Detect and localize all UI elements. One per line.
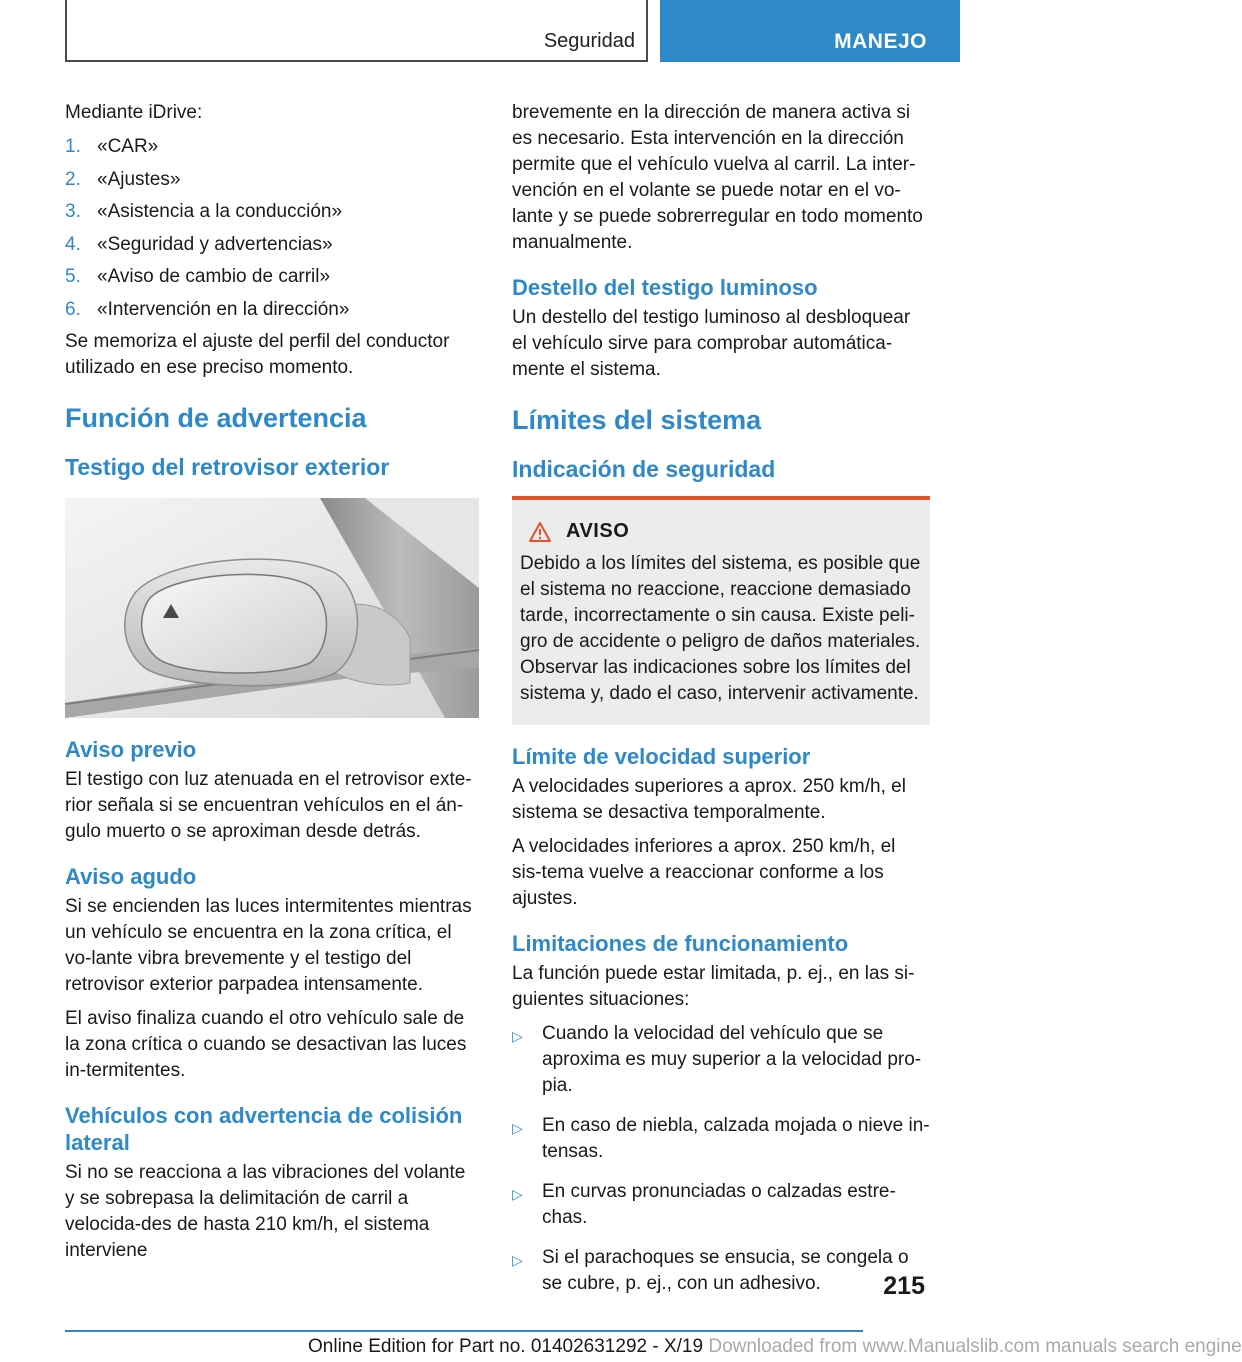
mirror-illustration bbox=[65, 498, 479, 718]
step-number: 5. bbox=[65, 266, 81, 287]
heading-limites-sistema: Límites del sistema bbox=[512, 405, 762, 435]
heading-aviso-agudo: Aviso agudo bbox=[65, 864, 197, 889]
intervencion-continuation: brevemente en la dirección de manera activa si es necesario. Esta intervención en la dirección permite que el vehículo vuelva al carril. La inter-vención en el volante se puede notar en el vo-lante y se puede sobrerregular en todo momento manualmente. bbox=[512, 102, 923, 253]
step-text: «Asistencia a la conducción» bbox=[97, 201, 343, 222]
list-item-text: En caso de niebla, calzada mojada o nieve in-tensas. bbox=[542, 1115, 930, 1162]
heading-limitaciones: Limitaciones de funcionamiento bbox=[512, 931, 849, 956]
heading-limite-velocidad: Límite de velocidad superior bbox=[512, 744, 811, 769]
step-number: 4. bbox=[65, 233, 81, 255]
step-item bbox=[65, 232, 479, 258]
triangle-bullet-icon: ▷ bbox=[512, 1252, 523, 1268]
warning-title-row bbox=[520, 520, 922, 543]
step-item bbox=[65, 297, 479, 323]
footer-edition bbox=[308, 1336, 1242, 1358]
heading-testigo-retrovisor: Testigo del retrovisor exterior bbox=[65, 454, 390, 480]
limite-velocidad-text-2: A velocidades inferiores a aprox. 250 km/h, el sis-tema vuelve a reaccionar conforme a los ajustes. bbox=[512, 836, 896, 909]
step-item bbox=[65, 134, 479, 160]
aviso-agudo-text-1: Si se encienden las luces intermitentes mientras un vehículo se encuentra en la zona crítica, el vo-lante vibra brevemente y el testigo del retrovisor exterior parpadea intensamente. bbox=[65, 896, 472, 995]
step-item bbox=[65, 199, 479, 225]
page-number: 215 bbox=[883, 1272, 925, 1300]
step-text: «Aviso de cambio de carril» bbox=[97, 266, 331, 287]
header-chapter-title: MANEJO bbox=[834, 30, 927, 53]
heading-funcion-advertencia: Función de advertencia bbox=[65, 403, 367, 433]
triangle-bullet-icon: ▷ bbox=[512, 1120, 523, 1136]
colision-lateral-text: Si no se reacciona a las vibraciones del volante y se sobrepasa la delimitación de carril a velocida-des de hasta 210 km/h, el sistema interviene bbox=[65, 1162, 466, 1261]
step-text: «Intervención en la dirección» bbox=[97, 298, 350, 320]
step-item bbox=[65, 167, 479, 193]
warning-text: Debido a los límites del sistema, es posible que el sistema no reaccione, reaccione demasiado tarde, incorrectamente o sin causa. Existe peli-gro de accidente o peligro de daños materiales. Observar las indicaciones sobre los límites del sistema y, dado el caso, intervenir activamente. bbox=[520, 553, 921, 704]
list-item-text: En curvas pronunciadas o calzadas estre-chas. bbox=[542, 1181, 896, 1228]
triangle-bullet-icon: ▷ bbox=[512, 1028, 523, 1044]
aviso-agudo-text-2: El aviso finaliza cuando el otro vehículo sale de la zona crítica o cuando se desactivan las luces in-termitentes. bbox=[65, 1008, 467, 1081]
list-item-text: Cuando la velocidad del vehículo que se aproxima es muy superior a la velocidad pro-pia. bbox=[542, 1023, 922, 1096]
step-number: 3. bbox=[65, 201, 81, 222]
heading-destello: Destello del testigo luminoso bbox=[512, 275, 818, 300]
list-item bbox=[512, 1179, 930, 1231]
warning-title: AVISO bbox=[566, 520, 630, 542]
step-number: 2. bbox=[65, 168, 81, 190]
footer-watermark: Downloaded from www.Manualslib.com manuals search engine bbox=[708, 1336, 1242, 1357]
aviso-previo-text: El testigo con luz atenuada en el retrovisor exte-rior señala si se encuentran vehículos en el án-gulo muerto o se aproximan desde detrás. bbox=[65, 769, 472, 842]
limitaciones-text: La función puede estar limitada, p. ej., en las si-guientes situaciones: bbox=[512, 963, 915, 1010]
heading-indicacion-seguridad: Indicación de seguridad bbox=[512, 456, 776, 482]
idrive-intro: Mediante iDrive: bbox=[65, 102, 203, 123]
step-text: «Ajustes» bbox=[97, 168, 181, 190]
profile-note: Se memoriza el ajuste del perfil del conductor utilizado en ese preciso momento. bbox=[65, 331, 450, 378]
step-text: «CAR» bbox=[97, 136, 159, 157]
triangle-bullet-icon: ▷ bbox=[512, 1186, 523, 1202]
header-chapter-tab bbox=[660, 0, 960, 62]
list-item-text: Si el parachoques se ensucia, se congela o se cubre, p. ej., con un adhesivo. bbox=[542, 1247, 909, 1294]
step-text: «Seguridad y advertencias» bbox=[97, 233, 333, 255]
list-item bbox=[512, 1113, 930, 1165]
heading-aviso-previo: Aviso previo bbox=[65, 737, 197, 762]
limite-velocidad-text-1: A velocidades superiores a aprox. 250 km/h, el sistema se desactiva temporalmente. bbox=[512, 776, 906, 823]
limitations-list bbox=[512, 1021, 930, 1297]
right-column bbox=[512, 100, 930, 1311]
list-item bbox=[512, 1021, 930, 1099]
step-number: 1. bbox=[65, 136, 81, 157]
left-column bbox=[65, 100, 479, 1272]
footer-divider bbox=[65, 1330, 863, 1332]
idrive-steps bbox=[65, 134, 479, 323]
header-section-title: Seguridad bbox=[543, 30, 635, 52]
destello-text: Un destello del testigo luminoso al desbloquear el vehículo sirve para comprobar automática-mente el sistema. bbox=[512, 307, 911, 380]
footer-edition-text: Online Edition for Part no. 01402631292 - X/19 bbox=[308, 1336, 704, 1357]
list-item bbox=[512, 1245, 930, 1297]
heading-colision-lateral: Vehículos con advertencia de colisión lateral bbox=[65, 1103, 463, 1155]
step-item bbox=[65, 264, 479, 290]
warning-triangle-icon bbox=[528, 521, 552, 543]
warning-box bbox=[512, 496, 930, 725]
step-number: 6. bbox=[65, 298, 81, 320]
